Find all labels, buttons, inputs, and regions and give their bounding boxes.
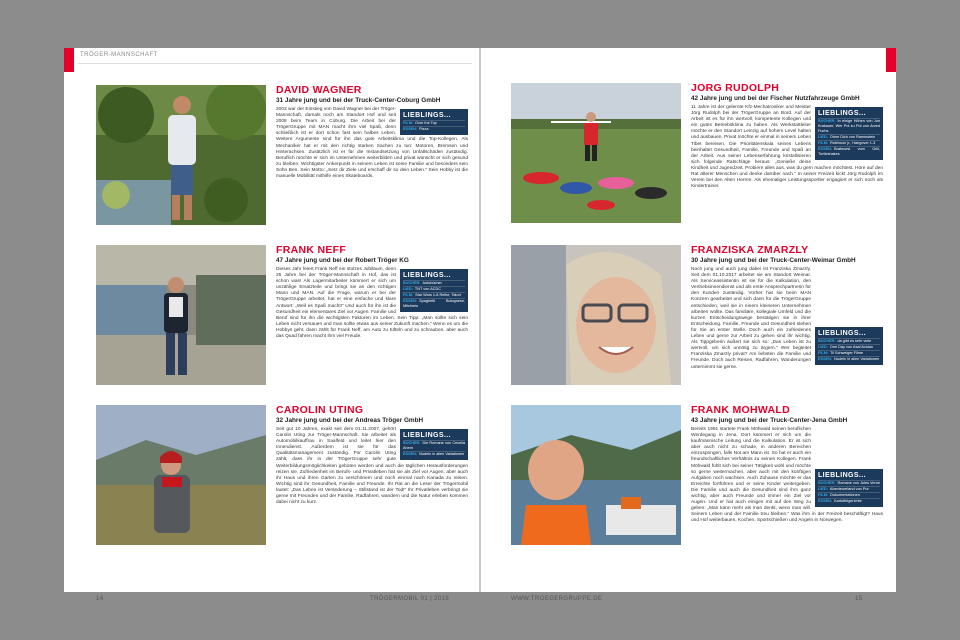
favorite-item: ESSEN: Spaghetti Bolognese, Milchreis: [403, 299, 465, 308]
landscape-portrait-image: [96, 405, 266, 545]
photo-david-wagner: [96, 85, 266, 225]
favorite-item: ESSEN: Pizza: [403, 126, 465, 132]
garden-portrait-image: [96, 85, 266, 225]
bio-text: Seit gut 10 Jahren, exakt seit dem 01.11.2007, gehört Carolin Uting zur Tröger-Mannschaft. Sie arbeitet als Automobilkauffrau in Saalfeld und leitet hier den Innendienst. Außerdem ist sie für das Qualitätsmanagement zuständig. Für Carolin Uting zählt, dass ihr in der TrögerGruppe sehr gute Weiterbildungsmöglichkeiten geboten werden und auch die täglichen Herausforderungen reizen sie. Zufriedenheit im Berufs- und Privatleben hat sie als Ziel vor Augen, aber auch ihr Haus und ihren Garten zu verschönern und noch einmal nach Kanada zu reisen. Wichtig sind ihr Gesundheit, Familie und Freunde. Ihr Rat an die Leser der Trögermobil lautet: „Das Leben ist Veränderung – Stillstand ist der Tod!“ Ihr Privatleben verbringt sie gerne mit Freunden und der Familie. Radfahren, wandern und die Natur erleben kommen dabei nicht zu kurz.: [276, 427, 468, 506]
favorites-box: [815, 469, 883, 507]
selfie-portrait-image: [511, 245, 681, 385]
favorites-box: [400, 429, 468, 460]
page-number-left: 14: [96, 596, 104, 602]
text-column: [691, 245, 883, 385]
favorites-title: LIEBLINGS...: [818, 330, 866, 337]
text-column: [276, 405, 468, 545]
person-bio: [691, 105, 883, 190]
bio-text: Bereits 1991 startete Frank Möhwald seinen beruflichen Werdegang in Jena. Dort kümmert er sich um die kaufmännische Leitung und die Kalkulation. Er ist sich aber auch nicht zu schade, in anderen Bereichen einzuspringen, falls Not am Mann ist. So hat er auch ein freundschaftliches Verhältnis zu seinen Kollegen. Frank Möhwald fühlt sich bei seiner Tätigkeit wohl und möchte so gerne weitermachen, aber auch mit den künftigen Aufgaben noch wachsen. Auch Zuhause möchte er das Erreichte fortführen und er seine Kinder weitergeben. Die Familie und auch die Gesundheit sind ihm ganz wichtig, aber auch Freunde und immer ein Ziel vor Augen. Und er hat auch einiges mit auf den Weg zu geben: „Man kann mehr als man denkt, wenn man will. Seinem Leben und der Familie treu bleiben.“ Was ihm in der Freizeit beschäftigt? Haus und Hof weiterbauen, Kochen, Sportschießen und Angeln in Norwegen.: [691, 427, 883, 524]
page-number-right: 15: [855, 596, 863, 602]
person-bio: [691, 427, 883, 525]
favorite-item: BÜCHER: da gibt es sehr viele: [818, 338, 880, 344]
favorites-box: [815, 107, 883, 160]
red-corner-tab-left: [64, 48, 74, 72]
boat-selfie-image: [511, 405, 681, 545]
person-name: FRANK NEFF: [276, 245, 347, 256]
favorite-item: FILM: Star Wars 1-8 Reihe, Tatort: [403, 292, 465, 298]
profile-david-wagner: [96, 85, 468, 225]
favorite-item: ESSEN: Kartoffelgerichte: [818, 498, 880, 504]
bio-text: Noch jung und auch jung dabei ist Franziska Zmarzly. Seit dem 01.10.2017 arbeitet sie am Standort Weimar. Als Serviceassistentin ist sie für die Kalkulation, den Vertriebsinnendienst und als erste Ansprechpartnerin für den Kunden zuständig. Vorher hat sie beim MAN Konzern gearbeitet und sich dann für die TrögerGruppe entschieden, weil sie in einem kleineren Unternehmen arbeiten wollte. Das familiäre, kollegiale Umfeld und die kurzen Entscheidungswege bestätigen sie in ihrer Entscheidung. Familie, Freunde und Gesundheit stehen für Sie an erster Stelle. Doch auch ein zufriedenes Leben und gerne zur Arbeit zu gehen sind ihr wichtig. Als Tippgeberin äußert sie sich so: „Das Leben ist zu wertvoll, um sich unnötig zu ärgern.“ Wer begleitet Franziska Zmarzly privat? Am liebsten die Familie und Freunde. Doch auch Reisen, Radfahren, Wanderungen unternimmt sie gerne.: [691, 267, 811, 370]
favorites-title: LIEBLINGS...: [403, 272, 451, 279]
person-name: FRANK MÖHWALD: [691, 405, 790, 416]
favorites-box: [400, 269, 468, 312]
red-corner-tab-right: [886, 48, 896, 72]
person-name: DAVID WAGNER: [276, 85, 362, 96]
profile-franziska-zmarzly: [511, 245, 883, 385]
running-header: TRÖGER-MANNSCHAFT: [80, 52, 158, 58]
favorite-item: LIED: Abenteuerland von Pur: [818, 486, 880, 492]
person-bio: [276, 107, 468, 180]
person-subtitle: 31 Jahre jung und bei der Truck-Center-Coburg GmbH: [276, 97, 441, 104]
waterfront-portrait-image: [96, 245, 266, 385]
person-subtitle: 32 Jahre jung und bei der Andreas Tröger GmbH: [276, 417, 424, 424]
person-name: JÖRG RUDOLPH: [691, 83, 780, 94]
photo-frank-neff: [96, 245, 266, 385]
favorite-item: BÜCHER: In einige Höhen von Jon Krakauer, Wer Pol zu Pol von Arved Fuchs: [818, 119, 880, 133]
bio-text: 2003 war der Einstieg von David Wagner bei der Tröger-Mannschaft, damals noch am Standort Hof und seit 2008 beim Team in Coburg. Die Arbeit bei der TrögerGruppe mit MAN macht ihm viel Spaß, denn schließlich ist er dort schon fast sein halbes Leben. Weitere Argumente sind für ihn das gute Arbeitsklima und die Top-Kollegen. Als Mechaniker hat er mit den richtig starken Sachen zu tun: Motoren, Bremsen und Hinterachsen. Zusätzlich ist er für die Instandsetzung von Unfallschäden zuständig. Beruflich möchte er sich im Unternehmen weiterbilden und privat wünscht er sich gesund zu bleiben. Wichtigster Ankerpunkt in seinem Leben ist seine Familie und besonders sein Sohn Ben. Sein Motto: „Setz dir Ziele und erschaff dir so dein Leben.“ Sein Hobby ist die manuelle Mobilität mithilfe eines Skateboards.: [276, 107, 468, 180]
person-name: CAROLIN UTING: [276, 405, 364, 416]
favorite-item: LIED: TNT von ACDC: [403, 286, 465, 292]
text-column: [691, 405, 883, 545]
header-rule: [78, 63, 472, 64]
profile-joerg-rudolph: [511, 83, 883, 223]
magazine-issue: TRÖGERMOBIL 01 | 2018: [370, 596, 450, 602]
football-training-image: [511, 83, 681, 223]
favorite-item: LIED: One Day von Asaf Avidan: [818, 344, 880, 350]
favorite-item: FILM: Til Schweiger Filme: [818, 350, 880, 356]
favorites-title: LIEBLINGS...: [403, 112, 451, 119]
profile-frank-moehwald: [511, 405, 883, 545]
favorite-item: LIED: Ohne Dich von Rammstein: [818, 134, 880, 140]
favorite-item: FILM: Robinson jr., Hangover 1-3: [818, 140, 880, 146]
person-bio: [276, 427, 468, 506]
person-subtitle: 43 Jahre jung und bei der Truck-Center-Jena GmbH: [691, 417, 848, 424]
favorites-box: [815, 327, 883, 365]
profile-carolin-uting: [96, 405, 468, 545]
person-subtitle: 30 Jahre jung und bei der Truck-Center-Weimar GmbH: [691, 257, 856, 264]
photo-joerg-rudolph: [511, 83, 681, 223]
text-column: [691, 83, 883, 223]
favorites-title: LIEBLINGS...: [818, 110, 866, 117]
favorites-title: LIEBLINGS...: [818, 472, 866, 479]
favorite-item: FILM: Dokumentationen: [818, 492, 880, 498]
photo-franziska-zmarzly: [511, 245, 681, 385]
person-bio: [276, 267, 468, 340]
website-url: WWW.TROEGERGRUPPE.DE: [511, 596, 603, 602]
person-subtitle: 42 Jahre jung und bei der Fischer Nutzfahrzeuge GmbH: [691, 95, 860, 102]
text-column: [276, 245, 468, 385]
favorite-item: BÜCHER: Die Romane von Cecelia Ahern: [403, 441, 465, 450]
person-name: FRANZISKA ZMARZLY: [691, 245, 809, 256]
photo-carolin-uting: [96, 405, 266, 545]
favorites-title: LIEBLINGS...: [403, 432, 451, 439]
page-spine: [479, 48, 481, 592]
bio-text: 11 Jahre ist der gelernte Kfz-Mechatroniker und Meister Jörg Rudolph bei der TrögerGruppe an Bord. Auf der Arbeit ist es für ihn wertvoll, kompetente Kollegen und ein gutes Betriebsklima zu haben. Als Werkstattleiter möchte er den Standort Leinzig auf hohem Level halten und ausbauen. Privat möchte er einmal in seinem Leben Tibet bereisen. Die Prioritätenskala seines Lebens beinhaltet Gesundheit, Familie, Freunde und Spaß an der Arbeit. Aus seiner Lebenserfahrung kristallisieren sich folgende Ratschläge heraus: „Genieße deine Kindheit und Jugendzeit. Probiere alles aus, was du gern machen möchtest. Höre auf den Rat älterer Menschen und denke darüber nach.“ In seiner Freizeit kickt Jörg Rudolph im Verein bei den Alten Herren. Als ehemaliger Leistungssportler engagiert er sich noch als Kindertrainer.: [691, 105, 883, 190]
photo-frank-moehwald: [511, 405, 681, 545]
favorite-item: FILM: Over the Top: [403, 120, 465, 126]
person-bio: [691, 267, 883, 371]
person-subtitle: 47 Jahre jung und bei der Robert Tröger KG: [276, 257, 409, 264]
text-column: [276, 85, 468, 225]
favorite-item: ESSEN: Nudeln in allen Variationen: [818, 357, 880, 361]
profile-frank-neff: [96, 245, 468, 385]
favorite-item: ESSEN: Bratwurst vom Grill, Turtleshakes: [818, 147, 880, 156]
favorites-box: [400, 109, 468, 135]
bio-text: Dieses Jahr feiert Frank Neff ein stolzes Jubiläum, denn 25 Jahre bei der Tröger-Mannschaft in Hof, das ist schon was! Als Lagermitarbeiter kümmert er sich um unzählige Ersatzteile und bringt sie an den richtigen Mann und MAN. Auf die Frage, warum er bei der TrögerGruppe arbeitet, hat er eine einfache und klare Antwort: „Weil es Spaß macht!“ Und auch für ihn ist die Gesundheit ein elementares Ziel vor Augen. Familie und Beruf sind für ihn die wichtigsten Faktoren im Leben. Sein Tipp: „Man sollte sich sein Leben nicht versauen und man sollte etwas aus seiner Zukunft machen.“ Wenn es um die Hobbys geht, dann zählt für Frank Neff, am Auto zu tüfteln und zu schrauben, aber auch das Quad fahren macht ihm viel Freude.: [276, 267, 468, 340]
favorite-item: BÜCHER: Romane von Jules Verne: [818, 481, 880, 485]
favorite-item: ESSEN: Nudeln in allen Variationen: [403, 452, 465, 456]
favorite-item: BÜCHER: Autobücher: [403, 280, 465, 286]
